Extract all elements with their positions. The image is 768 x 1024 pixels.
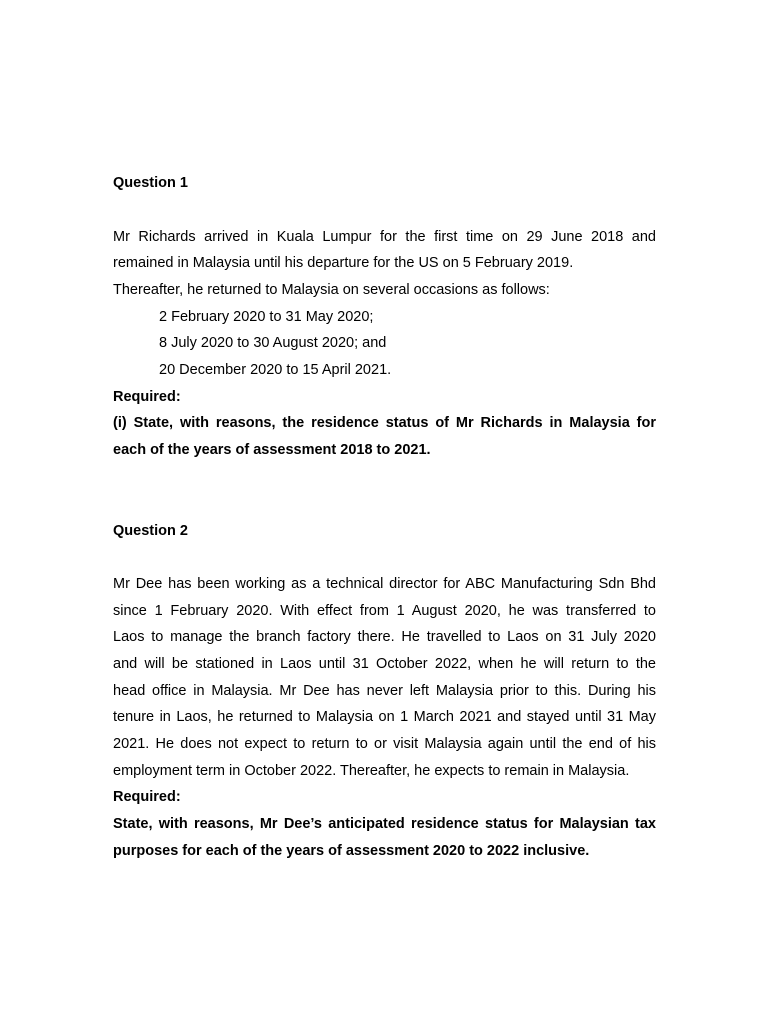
question-2-paragraph-line: tenure in Laos, he returned to Malaysia on 1 March 2021 and stayed until 31 May [113, 709, 656, 725]
question-1-period: 20 December 2020 to 15 April 2021. [159, 362, 392, 378]
question-2-heading: Question 2 [113, 523, 188, 539]
question-1-required-line: (i) State, with reasons, the residence status of Mr Richards in Malaysia for [113, 415, 656, 431]
question-2-required-line: purposes for each of the years of assessment 2020 to 2022 inclusive. [113, 843, 590, 859]
question-1-period: 8 July 2020 to 30 August 2020; and [159, 335, 387, 351]
question-2-paragraph-line: head office in Malaysia. Mr Dee has never left Malaysia prior to this. During his [113, 683, 656, 699]
question-1-paragraph-line: remained in Malaysia until his departure for the US on 5 February 2019. [113, 255, 574, 271]
question-1-period: 2 February 2020 to 31 May 2020; [159, 309, 374, 325]
question-2-paragraph-line: Laos to manage the branch factory there. He travelled to Laos on 31 July 2020 [113, 629, 656, 645]
question-2-paragraph-line: employment term in October 2022. Thereafter, he expects to remain in Malaysia. [113, 763, 630, 779]
question-1-paragraph-line: Thereafter, he returned to Malaysia on several occasions as follows: [113, 282, 550, 298]
question-2-paragraph-line: Mr Dee has been working as a technical director for ABC Manufacturing Sdn Bhd [113, 576, 656, 592]
question-1-heading: Question 1 [113, 175, 188, 191]
question-2-paragraph-line: and will be stationed in Laos until 31 October 2022, when he will return to the [113, 656, 656, 672]
question-1-required-label: Required: [113, 389, 181, 405]
question-2-paragraph-line: 2021. He does not expect to return to or visit Malaysia again until the end of his [113, 736, 656, 752]
question-1-paragraph-line: Mr Richards arrived in Kuala Lumpur for the first time on 29 June 2018 and [113, 229, 656, 245]
question-2-required-label: Required: [113, 789, 181, 805]
question-2-required-line: State, with reasons, Mr Dee’s anticipated residence status for Malaysian tax [113, 816, 656, 832]
question-2-paragraph-line: since 1 February 2020. With effect from 1 August 2020, he was transferred to [113, 603, 656, 619]
question-1-required-line: each of the years of assessment 2018 to 2021. [113, 442, 431, 458]
